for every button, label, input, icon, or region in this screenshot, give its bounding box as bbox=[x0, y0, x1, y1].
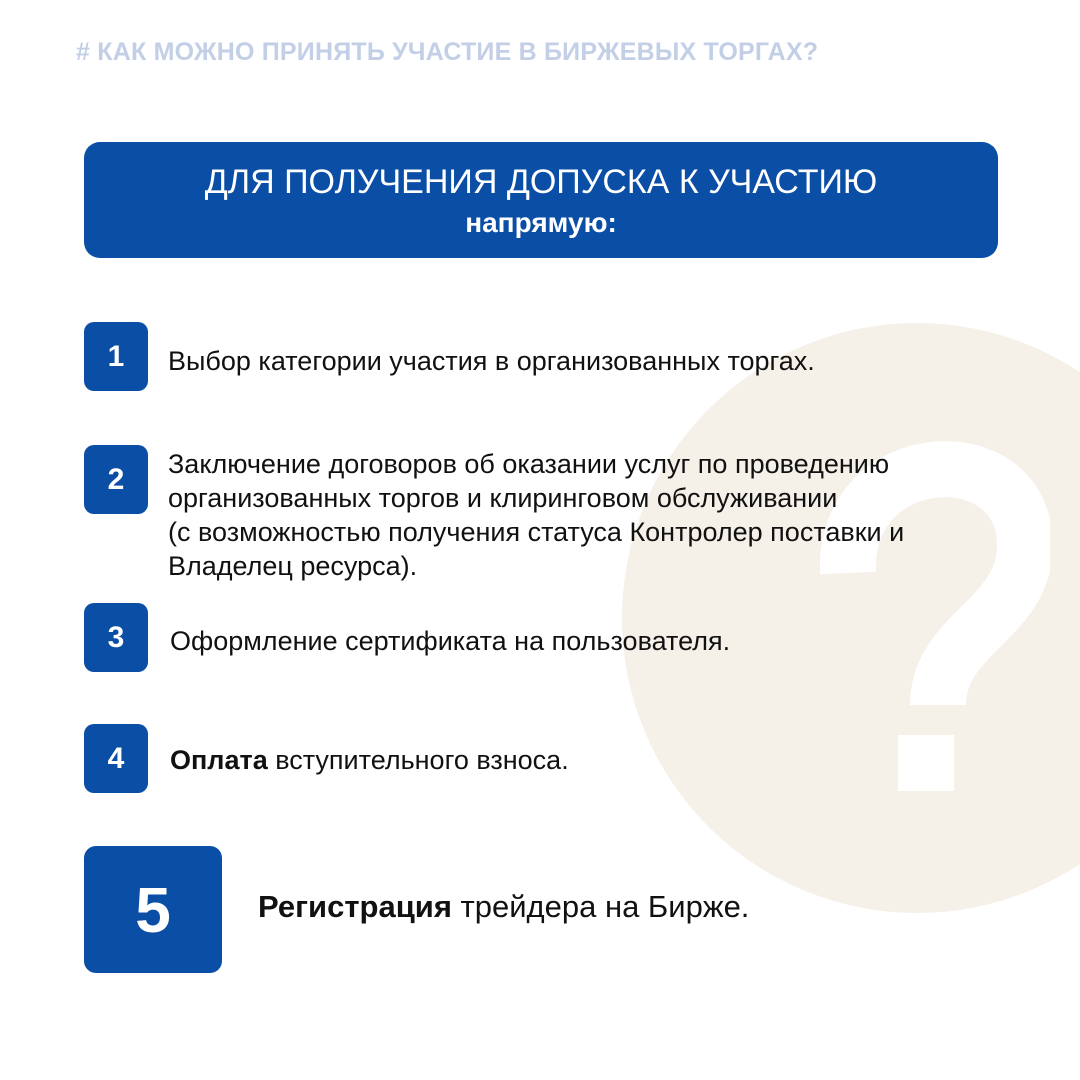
step-text-5-rest: трейдера на Бирже. bbox=[451, 889, 750, 924]
step-number-1: 1 bbox=[84, 322, 148, 391]
step-text-2-line: Заключение договоров об оказании услуг по проведению bbox=[168, 449, 890, 479]
step-text-2-line: организованных торгов и клиринговом обслуживании bbox=[168, 483, 838, 513]
step-text-5 bbox=[258, 890, 749, 924]
step-text-5-bold: Регистрация bbox=[258, 889, 452, 924]
step-number-2: 2 bbox=[84, 445, 148, 514]
step-text-1: Выбор категории участия в организованных торгах. bbox=[168, 346, 815, 376]
banner-subtitle: напрямую: bbox=[465, 207, 617, 238]
step-number-3: 3 bbox=[84, 603, 148, 672]
step-text-2 bbox=[168, 447, 904, 583]
step-text-4 bbox=[170, 743, 569, 777]
step-text-2-line: (с возможностью получения статуса Контролер поставки и bbox=[168, 517, 905, 547]
step-number-5: 5 bbox=[84, 846, 222, 973]
step-number-4: 4 bbox=[84, 724, 148, 793]
step-text-3: Оформление сертификата на пользователя. bbox=[170, 626, 731, 656]
step-text-4-bold: Оплата bbox=[170, 745, 268, 775]
banner-title: ДЛЯ ПОЛУЧЕНИЯ ДОПУСКА К УЧАСТИЮ bbox=[204, 163, 878, 201]
banner bbox=[84, 142, 998, 258]
step-text-2-line: Владелец ресурса). bbox=[168, 551, 418, 581]
step-text-4-rest: вступительного взноса. bbox=[267, 745, 569, 775]
hashtag-title: # КАК МОЖНО ПРИНЯТЬ УЧАСТИЕ В БИРЖЕВЫХ ТОРГАХ? bbox=[76, 38, 819, 66]
